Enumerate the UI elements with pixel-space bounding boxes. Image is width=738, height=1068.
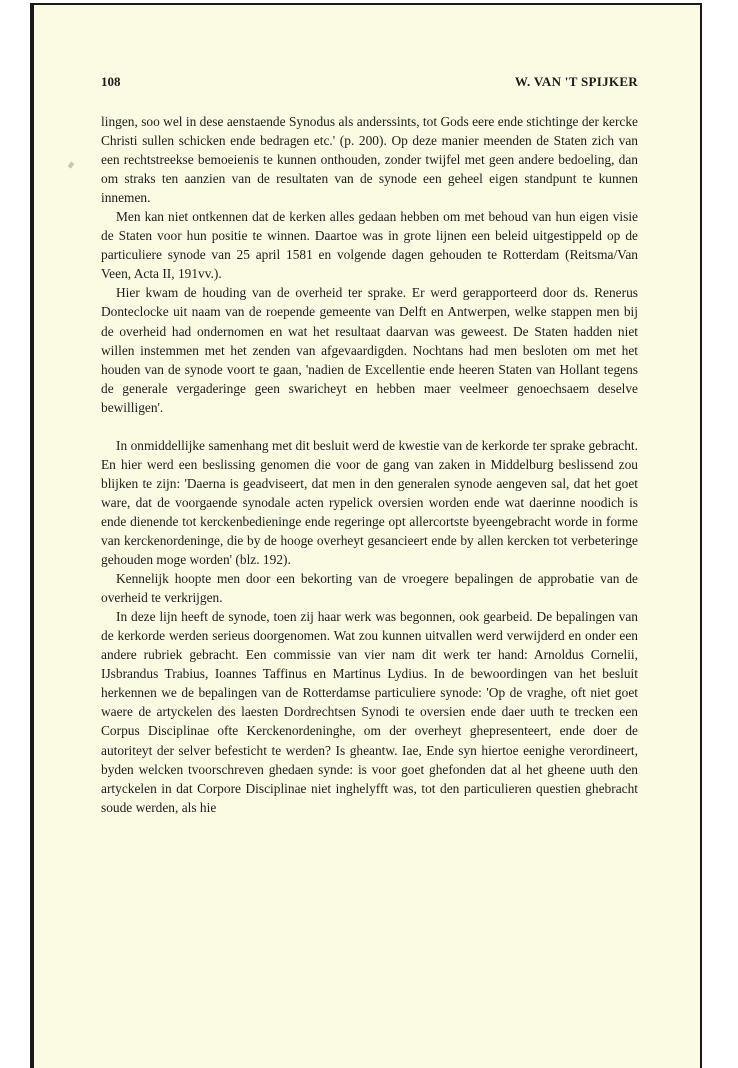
paragraph-4: In onmiddellijke samenhang met dit besluit werd de kwestie van de kerkorde ter sprake gebracht. En hier werd een beslissing genomen die voor de gang van zaken in Middelburg beslissend zou blijken te zijn: 'Daerna is geadviseert, dat men in den generalen synode aengeven sal, dat het goet ware, dat de voorgaende synodale acten rypelick oversien worden ende wat daerinne noodich is ende dienende tot kerckenbedieninge ende regeringe opt allercortste byeengebracht worde in forme van kerckenordeninge, die by de hooge overheyt gesancieert ende by allen kercken tot verbeteringe gehouden moge worden' (blz. 192). xyxy=(101,437,638,568)
paragraph-2: Men kan niet ontkennen dat de kerken alles gedaan hebben om met behoud van hun eigen visie de Staten voor hun positie te winnen. Daartoe was in grote lijnen een beleid uitgestippeld op de particuliere synode van 25 april 1581 en volgende dagen gehouden te Rotterdam (Reitsma/Van Veen, Acta II, 191vv.). xyxy=(101,209,638,282)
running-head: W. VAN 'T SPIJKER xyxy=(514,74,638,89)
body-text xyxy=(101,112,638,817)
paragraph-3: Hier kwam de houding van de overheid ter sprake. Er werd gerapporteerd door ds. Renerus Donteclocke uit naam van de roepende gemeente van Delft en Antwerpen, welke stappen men bij de overheid had ondernomen en wat het resultaat daarvan was geweest. De Staten hadden niet willen instemmen met het zenden van afgevaardigden. Nochtans had men besloten om met het houden van de synode voort te gaan, 'nadien de Excellentie ende heeren Staten van Hollant tegens de generale vergaderinge geen swaricheyt en hebben maer veelmeer genoechsaem deselve bewilligen'. xyxy=(101,285,638,415)
paragraph-1: lingen, soo wel in dese aenstaende Synodus als anderssints, tot Gods eere ende stichtinge der kercke Christi sullen schicken ende bedragen etc.' (p. 200). Op deze manier meenden de Staten zich van een rechtstreekse bemoeienis te kunnen onthouden, zonder twijfel met geen andere bedoeling, dan om straks ten aanzien van de resultaten van de synode een geheel eigen standpunt te kunnen innemen. xyxy=(101,114,638,206)
page-header xyxy=(101,74,638,94)
paragraph-6: In deze lijn heeft de synode, toen zij haar werk was begonnen, ook gearbeid. De bepalingen van de kerkorde werden serieus doorgenomen. Wat zou kunnen uitvallen werd verwijderd en onder een andere rubriek gebracht. Een commissie van vier nam dit werk ter hand: Arnoldus Cornelii, IJsbrandus Trabius, Ioannes Taffinus en Martinus Lydius. In de bewoordingen van het besluit herkennen we de bepalingen van de Rotterdamse particuliere synode: 'Op de vraghe, oft niet goet waere de artyckelen des laesten Dordrechtsen Synodi te oversien ende daer uuth te trecken een Corpus Disciplinae ofte Kerckenordeninghe, om der overheyt ghepresenteert, ende doer de autoriteyt der selver befesticht te werden? Is gheantw. Iae, Ende syn hiertoe eenighe verordineert, byden welcken tvoorschreven ghedaen synde: is voor goet ghefonden dat al het gheene uuth den artyckelen in dat Corpore Disciplinae niet inghelyfft was, tot den particulieren questien ghebracht soude werden, als hie xyxy=(101,609,638,815)
page-number: 108 xyxy=(101,74,121,89)
paragraph-5: Kennelijk hoopte men door een bekorting van de vroegere bepalingen de approbatie van de overheid te verkrijgen. xyxy=(101,571,638,606)
